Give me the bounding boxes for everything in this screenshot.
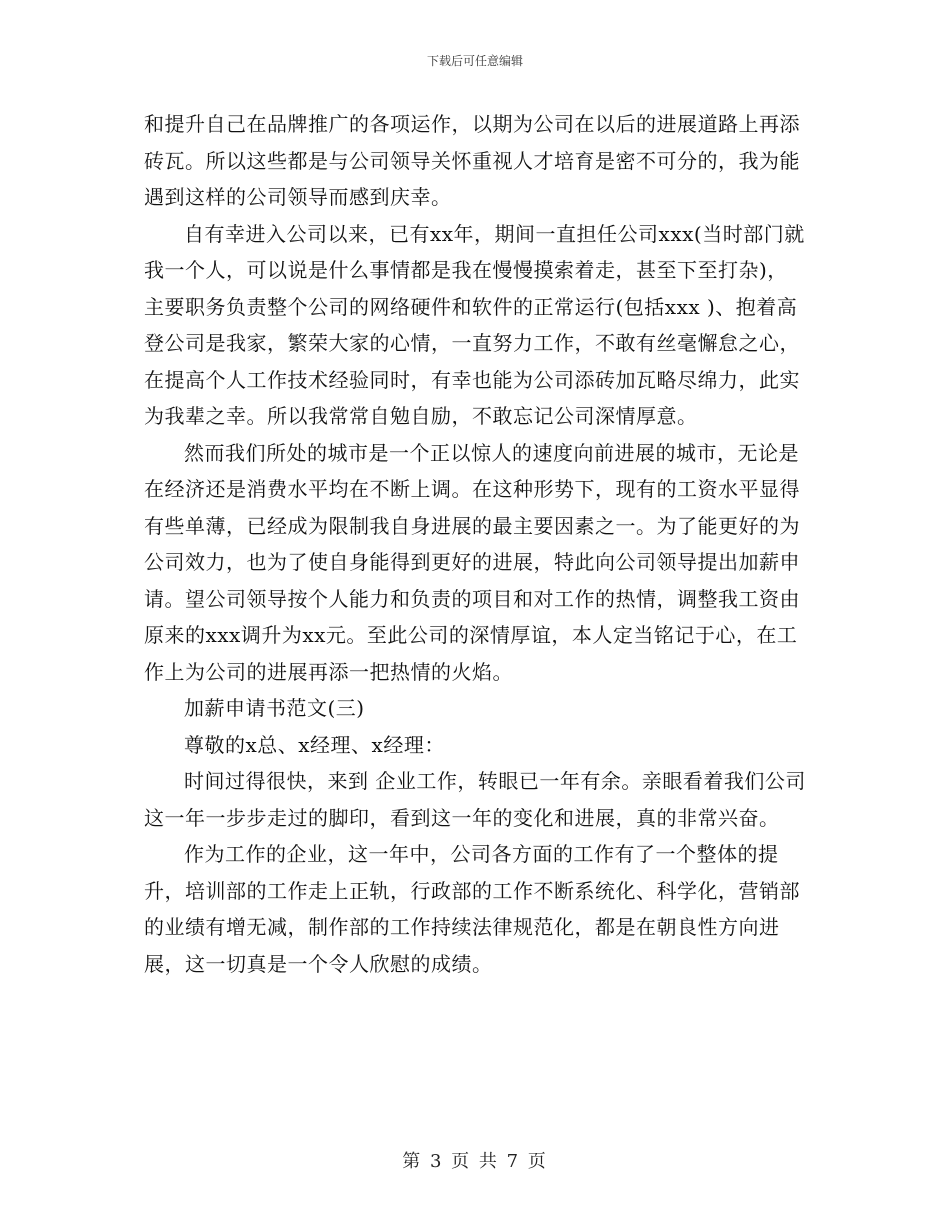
document-body (144, 106, 808, 982)
page-number-footer: 第 3 页 共 7 页 (402, 1151, 548, 1172)
section-title-sample-three: 加薪申请书范文(三) (184, 696, 365, 720)
paragraph-continuation: 和提升自己在品牌推广的各项运作，以期为公司在以后的进展道路上再添砖瓦。所以这些都是与公司领导关怀重视人才培育是密不可分的，我为能遇到这样的公司领导而感到庆幸。 (144, 112, 800, 209)
paragraph-company-progress: 作为工作的企业，这一年中，公司各方面的工作有了一个整体的提升，培训部的工作走上正轨，行政部的工作不断系统化、科学化，营销部的业绩有增无减，制作部的工作持续法律规范化，都是在朝良性方向进展，这一切真是一个令人欣慰的成绩。 (144, 842, 800, 976)
paragraph-work-history: 自有幸进入公司以来，已有xx年，期间一直担任公司xxx(当时部门就我一个人，可以说是什么事情都是我在慢慢摸索着走，甚至下至打杂)，主要职务负责整个公司的网络硬件和软件的正常运行(包括xxx )、抱着高登公司是我家，繁荣大家的心情，一直努力工作，不敢有丝毫懈怠之心，在提高个人工作技术经验同时，有幸也能为公司添砖加瓦略尽绵力，此实为我辈之幸。所以我常常自勉自励，不敢忘记公司深情厚意。 (144, 221, 805, 428)
paragraph-one-year: 时间过得很快，来到 企业工作，转眼已一年有余。亲眼看着我们公司这一年一步步走过的脚印，看到这一年的变化和进展，真的非常兴奋。 (144, 769, 806, 830)
paragraph-salary-request: 然而我们所处的城市是一个正以惊人的速度向前进展的城市，无论是在经济还是消费水平均在不断上调。在这种形势下，现有的工资水平显得有些单薄，已经成为限制我自身进展的最主要因素之一。为了能更好的为公司效力，也为了使自身能得到更好的进展，特此向公司领导提出加薪申请。望公司领导按个人能力和负责的项目和对工作的热情，调整我工资由原来的xxx调升为xx元。至此公司的深情厚谊，本人定当铭记于心，在工作上为公司的进展再添一把热情的火焰。 (144, 440, 800, 684)
page-header-note: 下载后可任意编辑 (426, 54, 523, 68)
salutation: 尊敬的x总、x经理、x经理： (184, 732, 445, 757)
